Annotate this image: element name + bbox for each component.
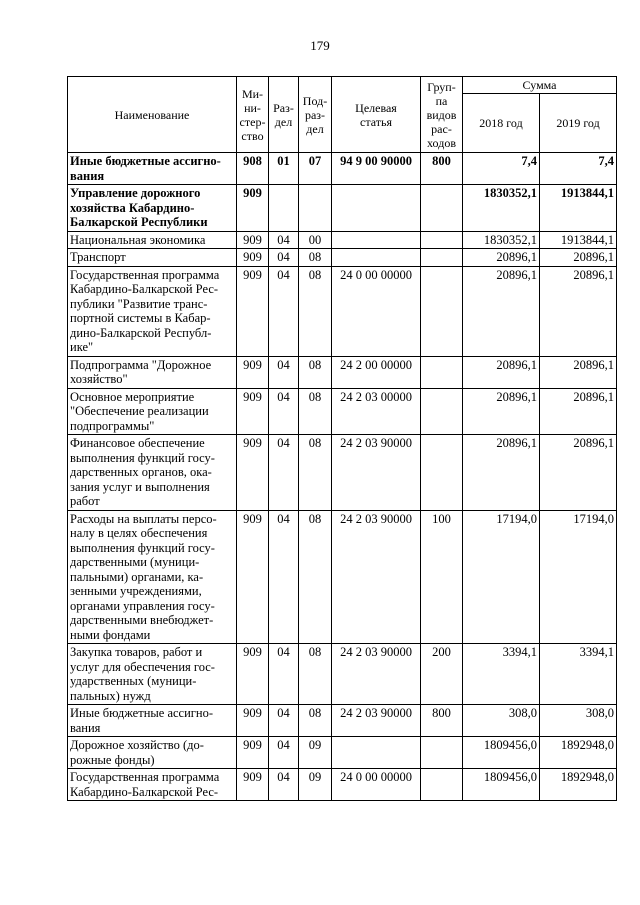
name-cell: Иные бюджетные ассигно- вания [68,153,237,185]
value-2018-cell: 20896,1 [463,249,540,267]
ministry-cell: 909 [237,510,269,644]
value-2019-cell: 1892948,0 [540,769,617,801]
table-row [68,644,617,705]
name-cell: Расходы на выплаты персо- налу в целях обеспечения выполнения функций госу- дарственными (муници- пальными) органами, ка- зенными учреждениями, органами управления госу- дарственными внебюджет- ными фондами [68,510,237,644]
target-cell: 24 2 00 00000 [332,356,421,388]
value-2019-cell: 20896,1 [540,435,617,511]
expense-group-cell [421,737,463,769]
target-cell: 24 2 03 90000 [332,705,421,737]
target-cell: 24 0 00 00000 [332,769,421,801]
subsection-cell: 08 [299,510,332,644]
value-2018-cell: 20896,1 [463,388,540,435]
section-cell: 04 [269,435,299,511]
subsection-cell: 08 [299,705,332,737]
name-cell: Национальная экономика [68,231,237,249]
ministry-cell: 909 [237,266,269,356]
target-cell [332,231,421,249]
name-cell: Иные бюджетные ассигно- вания [68,705,237,737]
value-2018-cell: 1830352,1 [463,185,540,232]
value-2019-cell: 20896,1 [540,249,617,267]
value-2019-cell: 7,4 [540,153,617,185]
subsection-cell: 08 [299,249,332,267]
target-cell: 24 0 00 00000 [332,266,421,356]
expense-group-cell [421,769,463,801]
section-cell: 04 [269,356,299,388]
value-2019-cell: 20896,1 [540,388,617,435]
expense-group-cell [421,231,463,249]
table-row [68,769,617,801]
header-expense-group: Груп- па видов рас- ходов [421,77,463,153]
subsection-cell: 08 [299,388,332,435]
header-ministry: Ми- ни- стер- ство [237,77,269,153]
ministry-cell: 909 [237,644,269,705]
section-cell [269,185,299,232]
header-year-2019: 2019 год [540,94,617,153]
target-cell: 24 2 03 90000 [332,510,421,644]
name-cell: Управление дорожного хозяйства Кабардино- Балкарской Республики [68,185,237,232]
expense-group-cell: 100 [421,510,463,644]
ministry-cell: 909 [237,231,269,249]
value-2019-cell: 308,0 [540,705,617,737]
header-target: Целевая статья [332,77,421,153]
name-cell: Финансовое обеспечение выполнения функций госу- дарственных органов, ока- зания услуг и выполнения работ [68,435,237,511]
name-cell: Подпрограмма "Дорожное хозяйство" [68,356,237,388]
value-2018-cell: 20896,1 [463,435,540,511]
header-year-2018: 2018 год [463,94,540,153]
name-cell: Дорожное хозяйство (до- рожные фонды) [68,737,237,769]
value-2019-cell: 1913844,1 [540,185,617,232]
value-2018-cell: 20896,1 [463,266,540,356]
expense-group-cell [421,185,463,232]
target-cell [332,249,421,267]
subsection-cell: 00 [299,231,332,249]
subsection-cell: 09 [299,737,332,769]
table-row [68,356,617,388]
value-2018-cell: 1809456,0 [463,769,540,801]
ministry-cell: 909 [237,435,269,511]
subsection-cell [299,185,332,232]
section-cell: 04 [269,737,299,769]
expense-group-cell [421,388,463,435]
page-number: 179 [310,38,330,53]
target-cell [332,737,421,769]
target-cell [332,185,421,232]
expense-group-cell: 200 [421,644,463,705]
header-name: Наименование [68,77,237,153]
section-cell: 04 [269,266,299,356]
section-cell: 04 [269,510,299,644]
value-2019-cell: 20896,1 [540,266,617,356]
subsection-cell: 08 [299,266,332,356]
expense-group-cell: 800 [421,153,463,185]
section-cell: 04 [269,388,299,435]
header-sum: Сумма [463,77,617,94]
name-cell: Государственная программа Кабардино-Балкарской Рес- публики "Развитие транс- портной системы в Кабар- дино-Балкарской Республ- ике" [68,266,237,356]
value-2018-cell: 1830352,1 [463,231,540,249]
ministry-cell: 909 [237,705,269,737]
section-cell: 04 [269,705,299,737]
table-row [68,388,617,435]
target-cell: 94 9 00 90000 [332,153,421,185]
table-row [68,435,617,511]
section-cell: 04 [269,231,299,249]
table-row [68,737,617,769]
value-2019-cell: 17194,0 [540,510,617,644]
table-row [68,705,617,737]
section-cell: 04 [269,249,299,267]
expense-group-cell [421,356,463,388]
subsection-cell: 08 [299,356,332,388]
ministry-cell: 909 [237,737,269,769]
table-row [68,266,617,356]
header-section: Раз- дел [269,77,299,153]
expense-group-cell [421,249,463,267]
name-cell: Транспорт [68,249,237,267]
ministry-cell: 909 [237,769,269,801]
section-cell: 04 [269,644,299,705]
value-2018-cell: 7,4 [463,153,540,185]
expense-group-cell: 800 [421,705,463,737]
header-subsection: Под- раз- дел [299,77,332,153]
section-cell: 01 [269,153,299,185]
ministry-cell: 909 [237,185,269,232]
value-2018-cell: 20896,1 [463,356,540,388]
subsection-cell: 07 [299,153,332,185]
ministry-cell: 909 [237,356,269,388]
name-cell: Закупка товаров, работ и услуг для обеспечения гос- ударственных (муници- пальных) нужд [68,644,237,705]
value-2019-cell: 3394,1 [540,644,617,705]
target-cell: 24 2 03 00000 [332,388,421,435]
ministry-cell: 909 [237,388,269,435]
budget-table [67,76,617,801]
table-row [68,249,617,267]
value-2018-cell: 17194,0 [463,510,540,644]
ministry-cell: 909 [237,249,269,267]
subsection-cell: 08 [299,435,332,511]
value-2018-cell: 3394,1 [463,644,540,705]
expense-group-cell [421,266,463,356]
table-row [68,231,617,249]
value-2019-cell: 20896,1 [540,356,617,388]
table-row [68,153,617,185]
target-cell: 24 2 03 90000 [332,435,421,511]
ministry-cell: 908 [237,153,269,185]
section-cell: 04 [269,769,299,801]
value-2019-cell: 1892948,0 [540,737,617,769]
target-cell: 24 2 03 90000 [332,644,421,705]
value-2019-cell: 1913844,1 [540,231,617,249]
table-row [68,510,617,644]
name-cell: Основное мероприятие "Обеспечение реализации подпрограммы" [68,388,237,435]
value-2018-cell: 1809456,0 [463,737,540,769]
name-cell: Государственная программа Кабардино-Балкарской Рес- [68,769,237,801]
value-2018-cell: 308,0 [463,705,540,737]
table-row [68,185,617,232]
subsection-cell: 09 [299,769,332,801]
expense-group-cell [421,435,463,511]
subsection-cell: 08 [299,644,332,705]
